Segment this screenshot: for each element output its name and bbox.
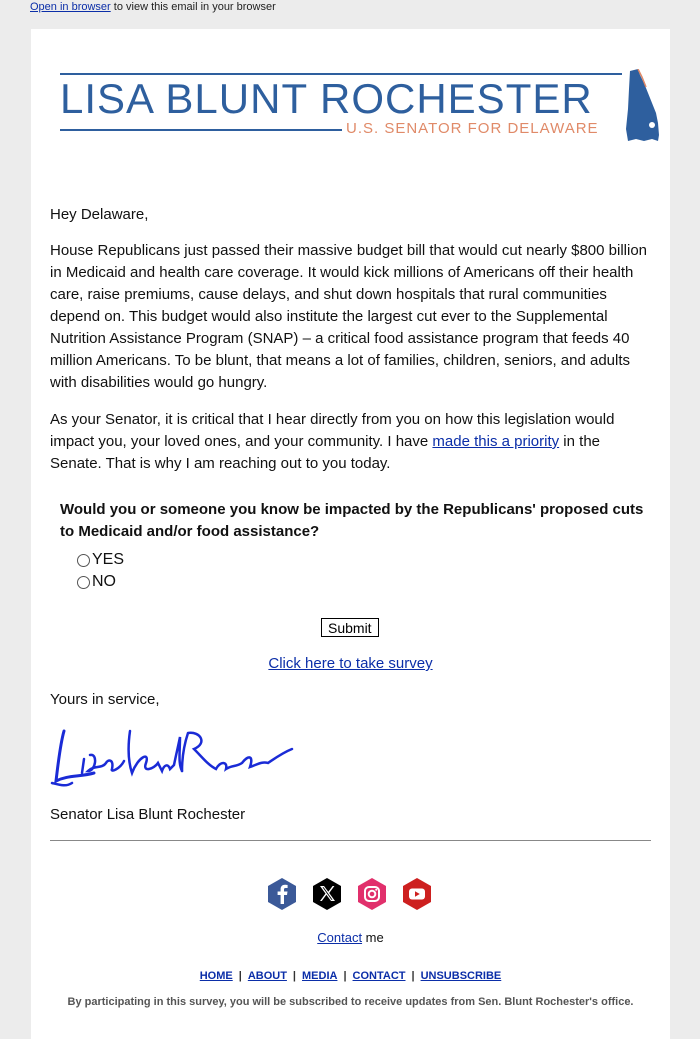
footer-home-link[interactable]: HOME (199, 970, 233, 982)
browser-view-text: to view this email in your browser (110, 1, 276, 13)
take-survey-link[interactable]: Click here to take survey (268, 655, 433, 672)
yes-label: YES (92, 551, 125, 568)
footer-nav (31, 970, 670, 982)
nav-separator: | (411, 970, 415, 982)
open-in-browser-link[interactable]: Open in browser (30, 1, 111, 13)
facebook-icon[interactable] (265, 877, 299, 911)
body-paragraph-2 (50, 409, 650, 475)
body-paragraph-1 (50, 240, 650, 394)
submit-button[interactable]: Submit (321, 618, 379, 637)
greeting-text: Hey Delaware, (50, 206, 149, 223)
signature-image (50, 725, 295, 790)
contact-suffix: me (362, 930, 384, 945)
yes-radio[interactable] (77, 554, 90, 567)
no-label: NO (92, 573, 116, 590)
nav-separator: | (292, 970, 296, 982)
delaware-state-icon (622, 69, 660, 145)
contact-link[interactable]: Contact (317, 930, 363, 945)
footer-media-link[interactable]: MEDIA (302, 970, 338, 982)
footer-about-link[interactable]: ABOUT (247, 970, 287, 982)
email-card (31, 29, 670, 1039)
logo-subtitle: U.S. SENATOR FOR DELAWARE (346, 120, 599, 137)
paragraph-1-text: House Republicans just passed their massive budget bill that would cut nearly $800 billion in Medicaid and health care coverage. It would kick millions of Americans off their health care, raise premiums, cause delays, and shut down hospitals that rural communities depend on. This budget would also institute the largest cut ever to the Supplemental Nutrition Assistance Program (SNAP) – a critical food assistance program that feeds 40 million Americans. To be blunt, that means a lot of families, children, seniors, and adults with disabilities would go hungry. (50, 242, 648, 391)
instagram-icon[interactable] (355, 877, 389, 911)
nav-separator: | (238, 970, 242, 982)
survey-disclaimer: By participating in this survey, you will be subscribed to receive updates from Sen. Blunt Rochester's office. (67, 996, 634, 1008)
senator-name-text: Senator Lisa Blunt Rochester (50, 806, 246, 823)
greeting (50, 204, 650, 226)
youtube-icon[interactable] (400, 877, 434, 911)
logo-bottom-rule (60, 129, 342, 131)
logo-name: LISA BLUNT ROCHESTER (60, 75, 593, 122)
no-radio[interactable] (77, 576, 90, 589)
signoff-text: Yours in service, (50, 691, 160, 708)
browser-view-bar (30, 1, 276, 13)
contact-row (31, 930, 670, 945)
senator-name (50, 804, 650, 826)
priority-link[interactable]: made this a priority (432, 433, 560, 450)
senator-logo (60, 69, 660, 145)
survey-link-row (31, 655, 670, 672)
option-yes[interactable] (77, 551, 124, 569)
x-icon[interactable] (310, 877, 344, 911)
paragraph-2-start: As your Senator, it is critical that I hear directly from you on how this legislation would impact you, your loved ones, and your community. I have (50, 411, 615, 450)
nav-separator: | (343, 970, 347, 982)
option-no[interactable] (77, 573, 116, 591)
footer-contact-link[interactable]: CONTACT (352, 970, 406, 982)
signoff (50, 689, 650, 711)
survey-question: Would you or someone you know be impacted by the Republicans' proposed cuts to Medicaid and/or food assistance? (60, 501, 644, 540)
paragraph-2-end: in the Senate. That is why I am reaching out to you today. (50, 433, 601, 472)
divider (50, 840, 651, 841)
footer-unsubscribe-link[interactable]: UNSUBSCRIBE (420, 970, 502, 982)
